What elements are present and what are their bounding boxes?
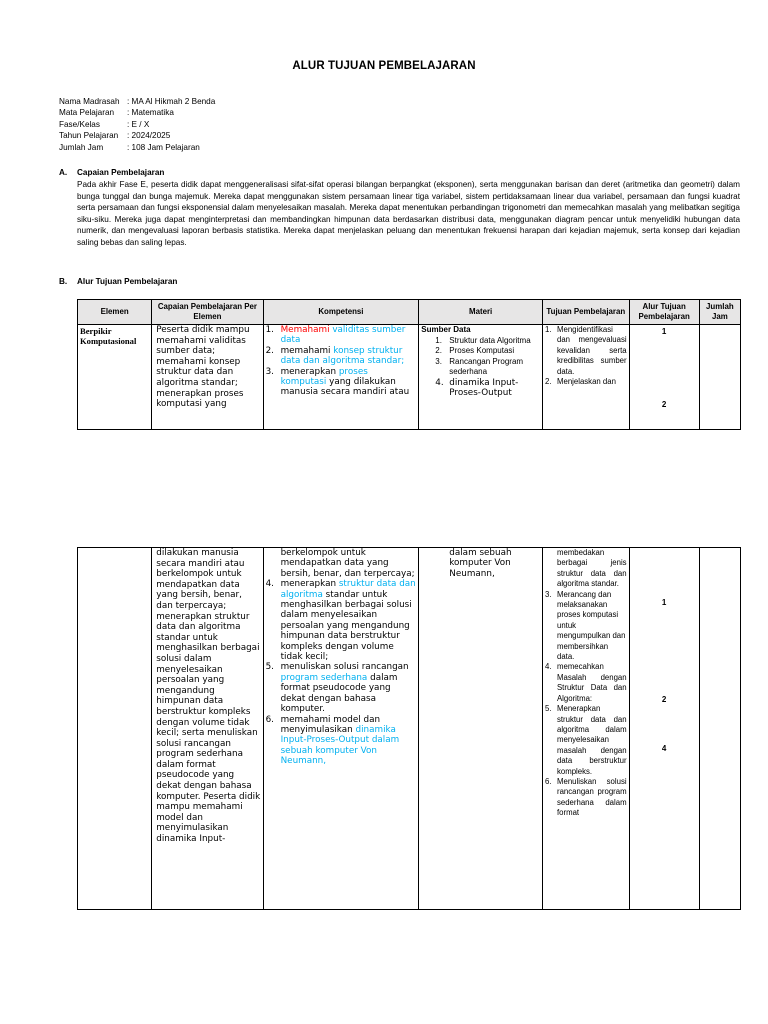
tujuan-continued: membedakan berbagai jenis struktur data dan algoritma standar.: [556, 548, 627, 589]
materi-item: 2. Proses Komputasi: [435, 346, 515, 356]
kompetensi-item: [266, 579, 417, 662]
elemen-cell: Berpikir Komputasional: [78, 325, 152, 430]
document-title: ALUR TUJUAN PEMBELAJARAN: [292, 60, 476, 72]
kompetensi-item: [266, 715, 417, 767]
kompetensi-continued: berkelompok untuk mendapatkan data yang bersih, benar, dan terpercaya;: [280, 548, 415, 579]
materi-continued: dalam sebuah komputer Von Neumann,: [449, 548, 512, 579]
alur-number: 2: [661, 400, 667, 409]
info-value: : 2024/2025: [127, 131, 171, 141]
info-label: Fase/Kelas: [59, 119, 100, 129]
info-row-year: [59, 130, 215, 141]
kompetensi-text: memahami konsep struktur data dan algoritma standar;: [280, 345, 405, 367]
info-value: : 108 Jam Pelajaran: [127, 142, 200, 152]
info-value: : Matematika: [127, 108, 174, 118]
alur-cell: [629, 548, 699, 910]
header-materi: Materi: [419, 300, 543, 325]
materi-item: 4. dinamika Input-Proses-Output: [435, 377, 519, 399]
info-value: : E / X: [127, 119, 150, 129]
info-row-madrasah: [59, 96, 215, 107]
header-kompetensi: Kompetensi: [263, 300, 419, 325]
kompetensi-number: 2.: [265, 345, 274, 356]
materi-list: [421, 336, 540, 399]
alur-number: 4: [661, 744, 667, 753]
atp-table: [77, 299, 741, 430]
kompetensi-text: menerapkan struktur data dan algoritma standar untuk menghasilkan berbagai solusi dalam menyelesaikan persoalan yang mengandung himpunan data berstruktur kompleks dengan volume tidak kecil;: [280, 579, 416, 663]
kompetensi-item: [266, 346, 417, 367]
identity-block: [59, 96, 215, 153]
capaian-paragraph: Pada akhir Fase E, peserta didik dapat menggeneralisasi sifat-sifat operasi bilangan berpangkat (eksponen), serta menggunakan barisan dan deret (aritmetika dan geometri) dalam bunga tunggal dan bunga majemuk. Mereka dapat menggunakan sistem persamaan linear tiga variabel, sistem pertidaksamaan linear dua variabel, persamaan dan fungsi kuadrat serta persamaan dan fungsi eksponensial dalam menyelesaikan masalah. Mereka dapat menentukan perbandingan trigonometri dan memecahkan masalah yang melibatkan segitiga siku-siku. Mereka juga dapat menginterpretasi dan membandingkan himpunan data berdasarkan distribusi data, menggunakan diagram pencar untuk menyelidiki hubungan data numerik, dan mengevaluasi laporan berbasis statistika. Mereka dapat menjelaskan peluang dan menentukan frekuensi harapan dari kejadian majemuk, serta konsep dari kejadian saling bebas dan saling lepas.: [77, 180, 740, 247]
materi-cell: [419, 548, 543, 910]
kompetensi-text: menerapkan proses komputasi yang dilakukan manusia secara mandiri atau: [280, 366, 410, 398]
jam-cell: [699, 325, 740, 430]
materi-item: 3. Rancangan Program sederhana: [435, 356, 524, 377]
kompetensi-list: [266, 325, 417, 398]
kompetensi-item: [266, 325, 417, 346]
atp-table-continued: [77, 547, 741, 910]
section-heading: [59, 168, 740, 177]
tujuan-item: 3. Merancang dan melaksanakan proses komputasi untuk mengumpulkan dan membersihkan data.: [544, 589, 626, 662]
kompetensi-cell: [263, 548, 419, 910]
tujuan-item: 4. memecahkan Masalah dengan Struktur Data dan Algoritma:: [544, 662, 627, 703]
section-title: Alur Tujuan Pembelajaran: [77, 277, 178, 286]
header-alur: Alur Tujuan Pembelajaran: [629, 300, 699, 325]
kompetensi-number: 4.: [265, 579, 274, 590]
section-letter: B.: [59, 277, 68, 286]
header-tujuan: Tujuan Pembelajaran: [542, 300, 629, 325]
kompetensi-text: Memahami validitas sumber data: [280, 325, 406, 346]
kompetensi-text: menuliskan solusi rancangan program sederhana dalam format pseudocode yang dekat dengan bahasa komputer.: [280, 662, 409, 715]
alur-cell: [629, 325, 699, 430]
jam-cell: [699, 548, 740, 910]
kompetensi-list: [266, 579, 417, 766]
info-row-phase: [59, 119, 215, 130]
kompetensi-cell: [263, 325, 419, 430]
tujuan-item: 6. Menuliskan solusi rancangan program sederhana dalam format: [544, 776, 627, 818]
materi-heading: Sumber Data: [421, 325, 471, 334]
tujuan-item: 2. Menjelaskan dan: [544, 377, 616, 387]
kompetensi-text: memahami model dan menyimulasikan dinamika Input-Proses-Output dalam sebuah komputer Von Neumann,: [280, 714, 400, 767]
info-row-hours: [59, 142, 215, 153]
tujuan-cell: [542, 325, 629, 430]
kompetensi-item: [266, 662, 417, 714]
section-heading: [59, 277, 177, 286]
section-capaian: [59, 168, 740, 249]
tujuan-list: [545, 325, 627, 387]
header-elemen: Elemen: [78, 300, 152, 325]
materi-item: 1. Struktur data Algoritma: [435, 335, 531, 345]
section-title: Capaian Pembelajaran: [77, 168, 165, 177]
alur-number: 2: [661, 695, 667, 704]
alur-number: 1: [661, 598, 667, 607]
info-row-subject: [59, 107, 215, 118]
info-label: Nama Madrasah: [59, 97, 120, 106]
header-capaian: Capaian Pembelajaran Per Elemen: [152, 300, 263, 325]
info-label: Mata Pelajaran: [59, 108, 115, 118]
kompetensi-item: [266, 367, 417, 398]
info-label: Tahun Pelajaran: [59, 131, 119, 141]
alur-number: 1: [661, 327, 667, 336]
tujuan-item: 5. Menerapkan struktur data dan algoritma dalam menyelesaikan masalah dengan data berstruktur kompleks.: [544, 704, 627, 776]
table-row: [78, 548, 741, 910]
kompetensi-number: 1.: [265, 325, 274, 335]
kompetensi-number: 6.: [265, 714, 274, 725]
table-header-row: [78, 300, 741, 325]
table-row: [78, 325, 741, 430]
section-letter: A.: [59, 168, 68, 177]
section-alur: [59, 277, 177, 286]
tujuan-cell: [542, 548, 629, 910]
header-jam: Jumlah Jam: [699, 300, 740, 325]
elemen-cell: [78, 548, 152, 910]
tujuan-item: 1. Mengidentifikasi dan mengevaluasi kevalidan serta kredibilitas sumber data.: [544, 325, 627, 376]
info-label: Jumlah Jam: [59, 142, 104, 152]
kompetensi-number: 5.: [265, 662, 274, 673]
materi-cell: [419, 325, 543, 430]
capaian-cell: dilakukan manusia secara mandiri atau berkelompok untuk mendapatkan data yang bersih, benar, dan terpercaya; menerapkan struktur data dan algoritma standar untuk menghasilkan berbagai solusi dalam menyelesaikan persoalan yang mengandung himpunan data berstruktur kompleks dengan volume tidak kecil; serta menuliskan solusi rancangan program sederhana dalam format pseudocode yang dekat dengan bahasa komputer. Peserta didik mampu memahami model dan menyimulasikan dinamika Input-: [152, 548, 263, 910]
tujuan-list: [545, 590, 627, 819]
capaian-cell: Peserta didik mampu memahami validitas sumber data; memahami konsep struktur data dan algoritma standar; menerapkan proses komputasi yang: [152, 325, 263, 430]
kompetensi-number: 3.: [265, 366, 274, 377]
info-value: : MA Al Hikmah 2 Benda: [127, 97, 216, 106]
